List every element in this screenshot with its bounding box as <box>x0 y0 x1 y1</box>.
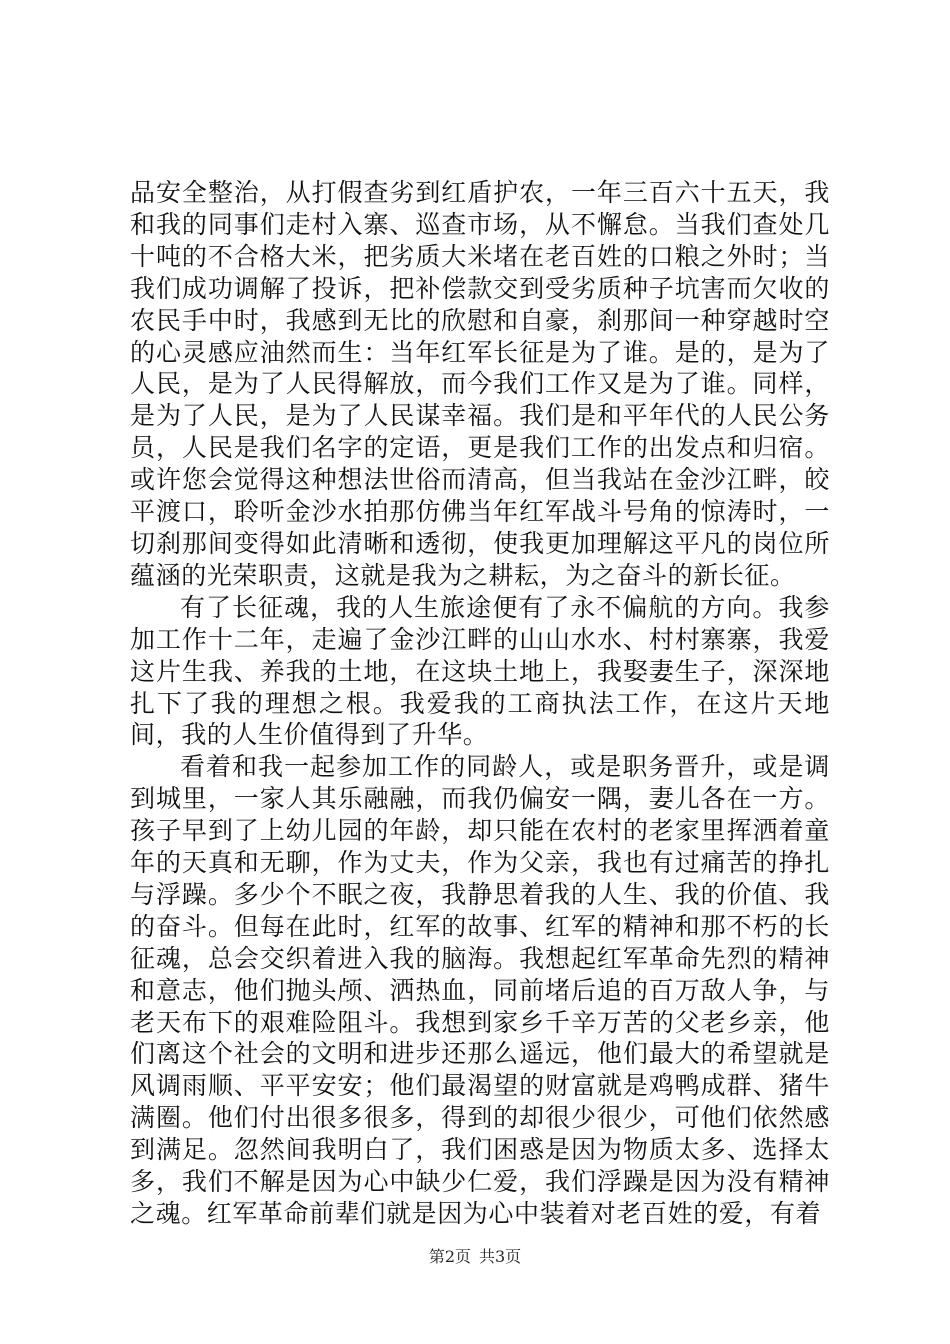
document-body <box>130 177 830 1230</box>
paragraph: 有了长征魂，我的人生旅途便有了永不偏航的方向。我参加工作十二年，走遍了金沙江畔的山山水水、村村寨寨，我爱这片生我、养我的土地，在这块土地上，我娶妻生子，深深地扎下了我的理想之根。我爱我的工商执法工作，在这片天地间，我的人生价值得到了升华。 <box>130 592 830 750</box>
page-footer <box>0 1247 950 1267</box>
paragraph-continued: 品安全整治，从打假查劣到红盾护农，一年三百六十五天，我和我的同事们走村入寨、巡查市场，从不懈怠。当我们查处几十吨的不合格大米，把劣质大米堵在老百姓的口粮之外时；当我们成功调解了投诉，把补偿款交到受劣质种子坑害而欠收的农民手中时，我感到无比的欣慰和自豪，刹那间一种穿越时空的心灵感应油然而生：当年红军长征是为了谁。是的，是为了人民，是为了人民得解放，而今我们工作又是为了谁。同样，是为了人民，是为了人民谋幸福。我们是和平年代的人民公务员，人民是我们名字的定语，更是我们工作的出发点和归宿。或许您会觉得这种想法世俗而清高，但当我站在金沙江畔，皎平渡口，聆听金沙水拍那仿佛当年红军战斗号角的惊涛时，一切刹那间变得如此清晰和透彻，使我更加理解这平凡的岗位所蕴涵的光荣职责，这就是我为之耕耘，为之奋斗的新长征。 <box>130 178 830 590</box>
paragraph: 看着和我一起参加工作的同龄人，或是职务晋升，或是调到城里，一家人其乐融融，而我仍偏安一隅，妻儿各在一方。孩子早到了上幼儿园的年龄，却只能在农村的老家里挥洒着童年的天真和无聊，作为丈夫，作为父亲，我也有过痛苦的挣扎与浮躁。多少个不眠之夜，我静思着我的人生、我的价值、我的奋斗。但每在此时，红军的故事、红军的精神和那不朽的长征魂，总会交织着进入我的脑海。我想起红军革命先烈的精神和意志，他们抛头颅、洒热血，同前堵后追的百万敌人争，与老天布下的艰难险阻斗。我想到家乡千辛万苦的父老乡亲，他们离这个社会的文明和进步还那么遥远，他们最大的希望就是风调雨顺、平平安安；他们最渴望的财富就是鸡鸭成群、猪牛满圈。他们付出很多很多，得到的却很少很少，可他们依然感到满足。忽然间我明白了，我们困惑是因为物质太多、选择太多，我们不解是因为心中缺少仁爱，我们浮躁是因为没有精神之魂。红军革命前辈们就是因为心中装着对老百姓的爱，有着 <box>130 752 830 1228</box>
page-number-total: 共3页 <box>479 1247 522 1266</box>
page-number-current: 第2页 <box>428 1247 471 1266</box>
